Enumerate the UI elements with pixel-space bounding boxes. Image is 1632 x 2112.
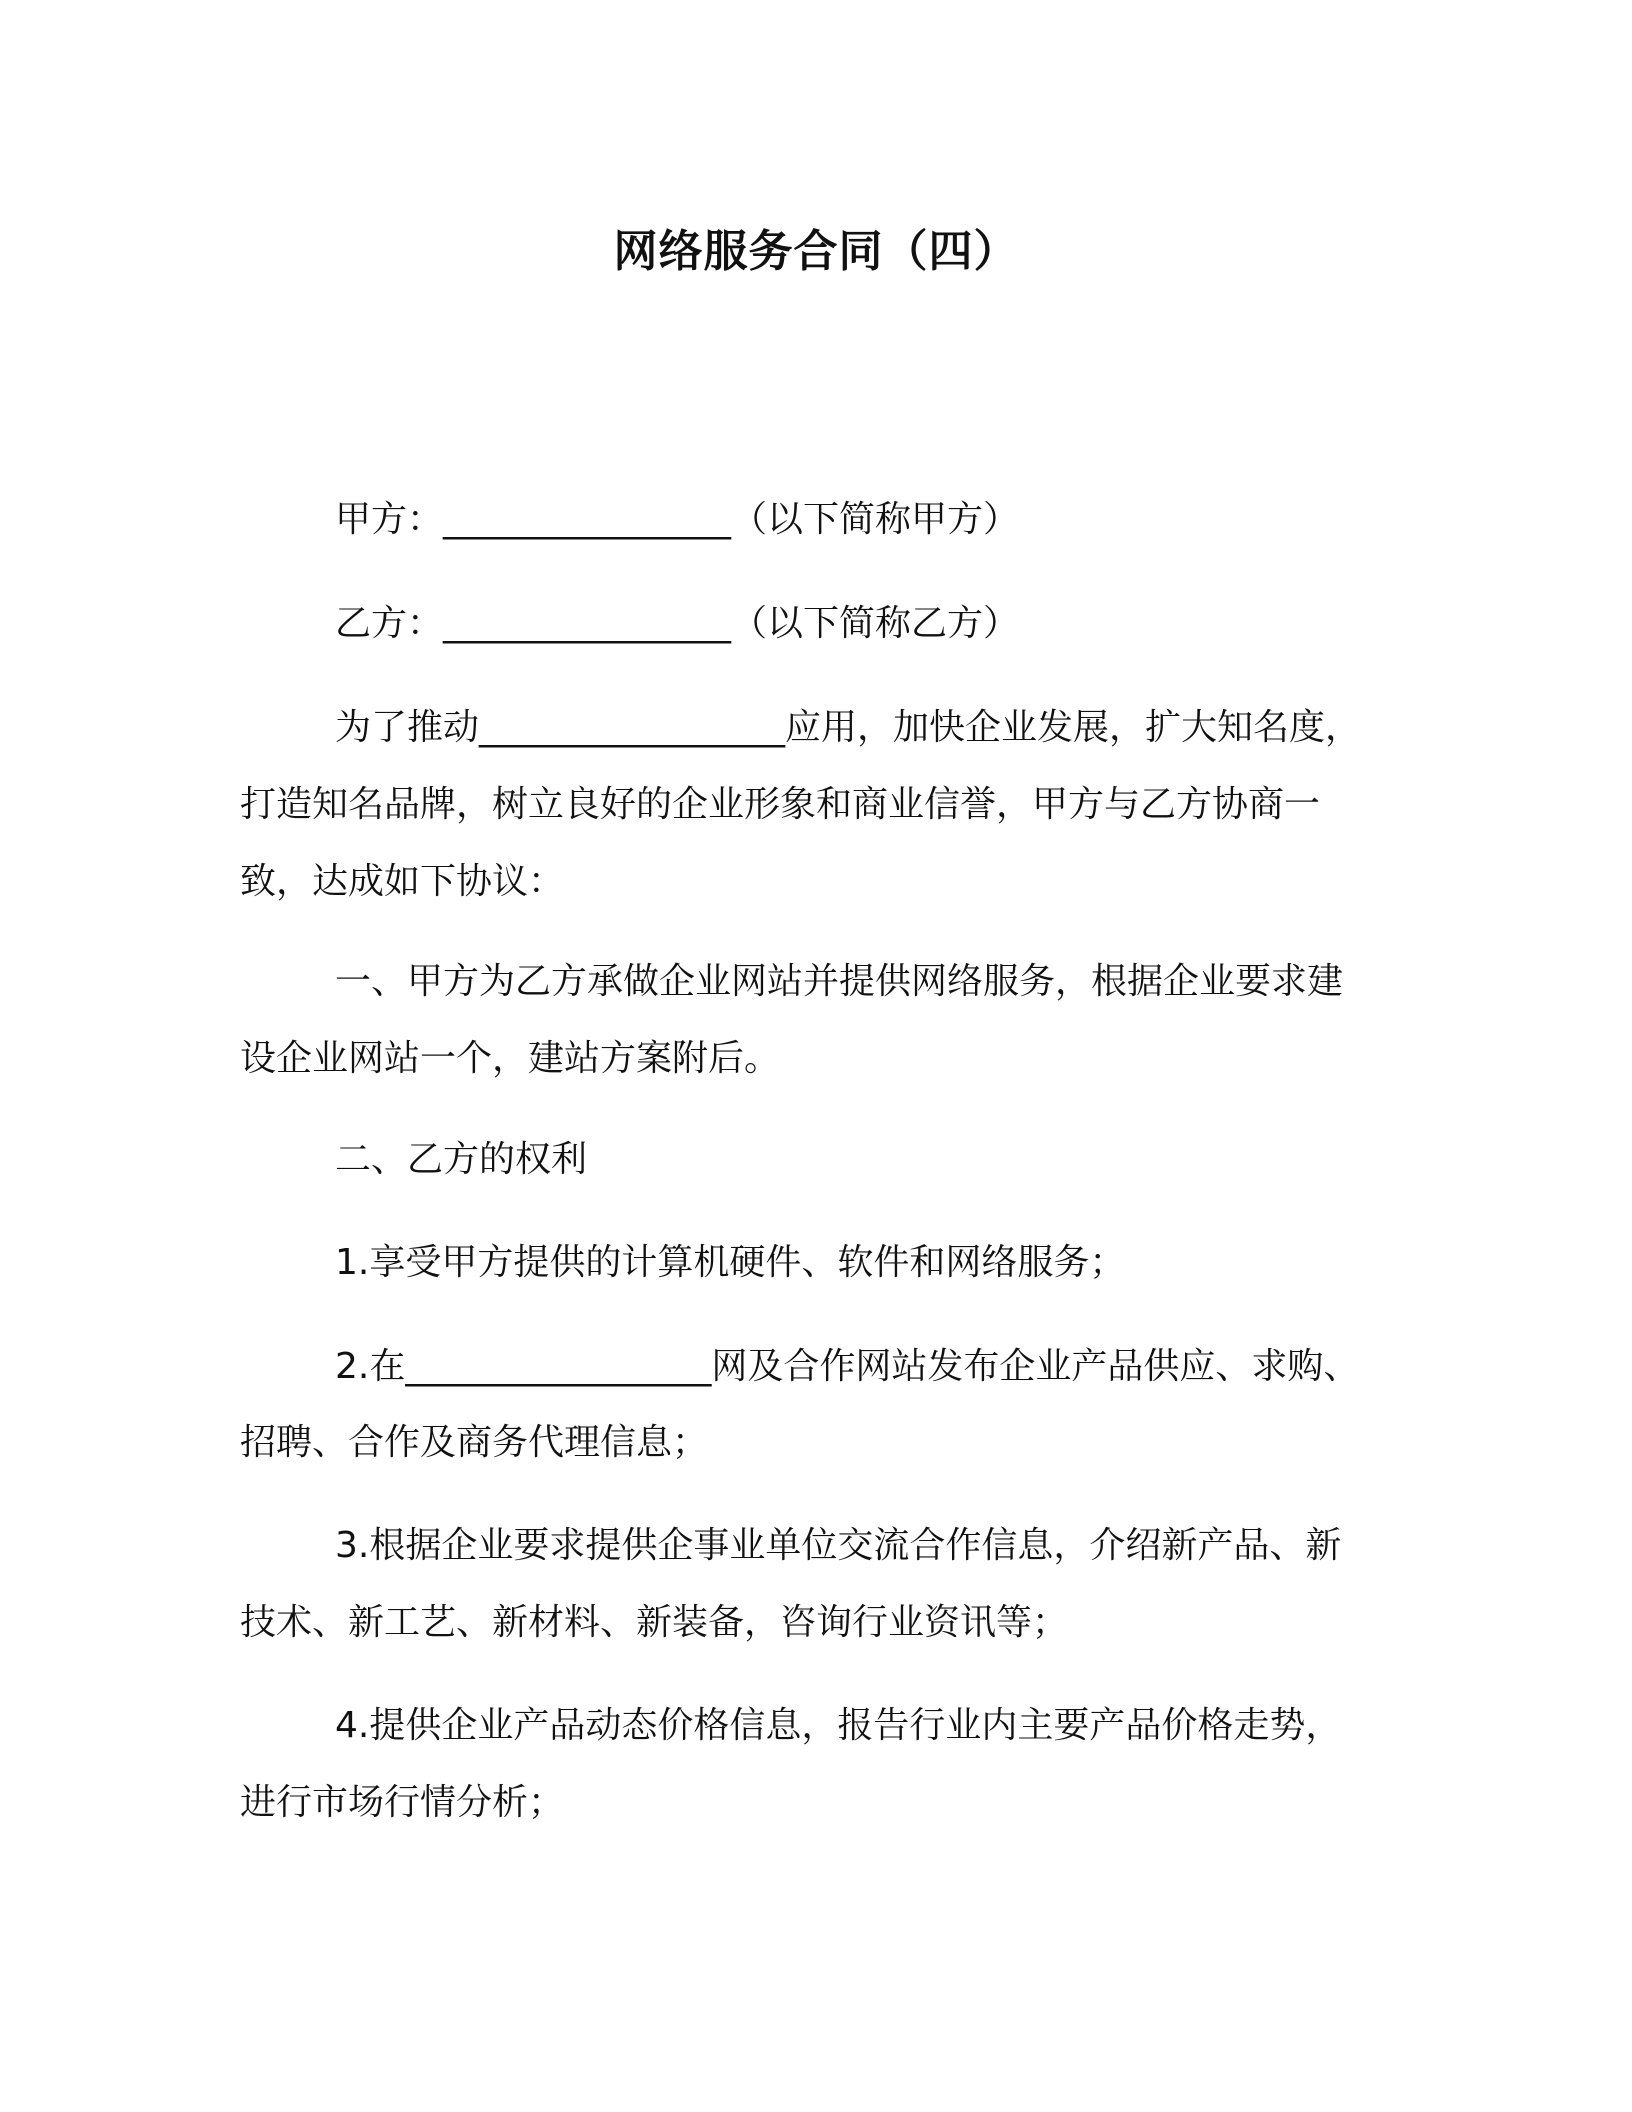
party-b-line: 乙方：________________（以下简称乙方） [335,603,1020,644]
item-2-line-1: 2.在_________________网及合作网站发布企业产品供应、求购、 [335,1346,1360,1387]
item-2-line-2: 招聘、合作及商务代理信息； [240,1422,709,1463]
clause-2-heading: 二、乙方的权利 [335,1139,588,1180]
document-title: 网络服务合同（四） [613,226,1019,277]
item-3-line-1: 3.根据企业要求提供企事业单位交流合作信息，介绍新产品、新 [335,1525,1342,1566]
preamble-line-2: 打造知名品牌，树立良好的企业形象和商业信誉，甲方与乙方协商一 [240,784,1321,825]
preamble-line-1: 为了推动_________________应用，加快企业发展，扩大知名度， [335,707,1362,748]
item-1-line: 1.享受甲方提供的计算机硬件、软件和网络服务； [335,1242,1126,1283]
clause-1-line-2: 设企业网站一个，建站方案附后。 [240,1038,781,1079]
item-3-line-2: 技术、新工艺、新材料、新装备，咨询行业资讯等； [240,1602,1069,1643]
preamble-line-3: 致，达成如下协议： [240,861,565,902]
item-4-line-2: 进行市场行情分析； [240,1782,565,1823]
clause-1-line-1: 一、甲方为乙方承做企业网站并提供网络服务，根据企业要求建 [335,961,1344,1002]
party-a-line: 甲方：________________（以下简称甲方） [335,499,1020,540]
item-4-line-1: 4.提供企业产品动态价格信息，报告行业内主要产品价格走势， [335,1705,1342,1746]
